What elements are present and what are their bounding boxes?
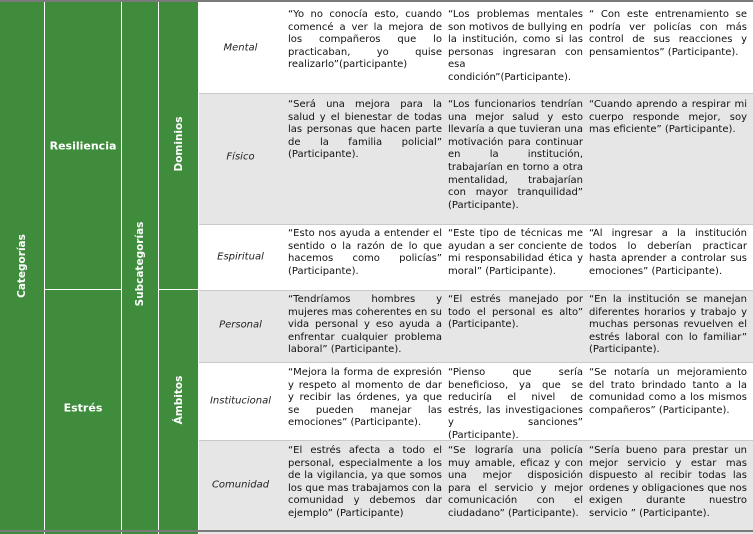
dominios-heading: Dominios — [173, 116, 185, 172]
table-bottom-rule — [0, 530, 753, 532]
quote-mental-3: “ Con este entrenamiento se podría ver policías con más control de sus reacciones y pensamientos” (Participante). — [589, 9, 747, 58]
quote-espiritual-2: “Este tipo de técnicas me ayudan a ser conciente de mi responsabilidad ética y moral” (Participante). — [448, 228, 583, 277]
quote-mental-2: “Los problemas mentales son motivos de bullying en la institución, como si las personas ingresaran con esa condición”(Participante). — [448, 9, 583, 83]
quote-comunidad-2: “Se lograría una policía muy amable, eficaz y con una mejor disposición para el servicio y mejor comunicación con el ciudadano” (Participante). — [448, 445, 583, 519]
categorias-heading: Categorías — [16, 234, 28, 298]
ambito-label-comunidad: Comunidad — [211, 479, 270, 491]
domain-label-fisico: Físico — [226, 151, 255, 163]
domain-label-mental: Mental — [223, 42, 258, 54]
quote-espiritual-3: “Al ingresar a la institución todos lo deberían practicar hasta aprender a controlar sus emociones” (Participante). — [589, 228, 747, 277]
row-divider — [199, 362, 753, 363]
resiliencia-heading: Resiliencia — [49, 139, 117, 153]
quote-comunidad-1: “El estrés afecta a todo el personal, especialmente a los de la vigilancia, ya que somos los que mas trabajamos con la comunidad y debemos dar ejemplo” (Participante) — [288, 445, 442, 519]
row-divider — [199, 290, 753, 291]
ambitos-heading: Ámbitos — [173, 375, 185, 425]
ambito-label-personal: Personal — [219, 319, 262, 331]
row-divider — [199, 224, 753, 225]
quote-fisico-1: “Será una mejora para la salud y el bienestar de todas las personas que hacen parte de la familia policial” (Participante). — [288, 99, 442, 161]
quote-mental-1: “Yo no conocía esto, cuando comencé a ver la mejora de los compañeros que lo practicaban, yo quise realizarlo”(participante) — [288, 9, 442, 71]
table-top-rule — [0, 0, 753, 2]
quote-fisico-3: “Cuando aprendo a respirar mi cuerpo responde mejor, soy mas eficiente” (Participante). — [589, 99, 747, 136]
subcategorias-heading: Subcategorías — [134, 221, 146, 307]
quote-personal-1: “Tendríamos hombres y mujeres mas coherentes en su vida personal y eso ayuda a enfrentar cualquier problema laboral” (Participante). — [288, 294, 442, 356]
domain-label-espiritual: Espiritual — [217, 251, 264, 263]
quote-personal-2: “El estrés manejado por todo el personal es alto” (Participante). — [448, 294, 583, 331]
ambito-label-institucional: Institucional — [209, 395, 272, 407]
quote-fisico-2: “Los funcionarios tendrían una mejor salud y esto llevaría a que tuvieran una motivación para continuar en la institución, trabajarían en torno a otra mentalidad, trabajarían con mayor tranquilidad” (Participante). — [448, 99, 583, 211]
quote-espiritual-1: “Esto nos ayuda a entender el sentido o la razón de lo que hacemos como policías” (Participante). — [288, 228, 442, 277]
quote-institucional-3: “Se notaría un mejoramiento del trato brindado tanto a la comunidad como a los mismos compañeros” (Participante). — [589, 367, 747, 416]
estres-heading: Estrés — [63, 401, 103, 415]
quote-institucional-1: “Mejora la forma de expresión y respeto al momento de dar y recibir las órdenes, ya que se pueden manejar las emociones” (Participante). — [288, 367, 442, 429]
quote-personal-3: “En la institución se manejan diferentes horarios y trabajo y muchas personas revuelven el estrés laboral con lo familiar” (Participante). — [589, 294, 747, 356]
quote-comunidad-3: “Sería bueno para prestar un mejor servicio y estar mas dispuesto al recibir todas las ordenes y obligaciones que nos exigen durante nuestro servicio ” (Participante). — [589, 445, 747, 519]
quote-institucional-2: “Pienso que sería beneficioso, ya que se reduciría el nivel de estrés, las investigaciones y sanciones” (Participante). — [448, 367, 583, 441]
row-divider — [199, 93, 753, 94]
